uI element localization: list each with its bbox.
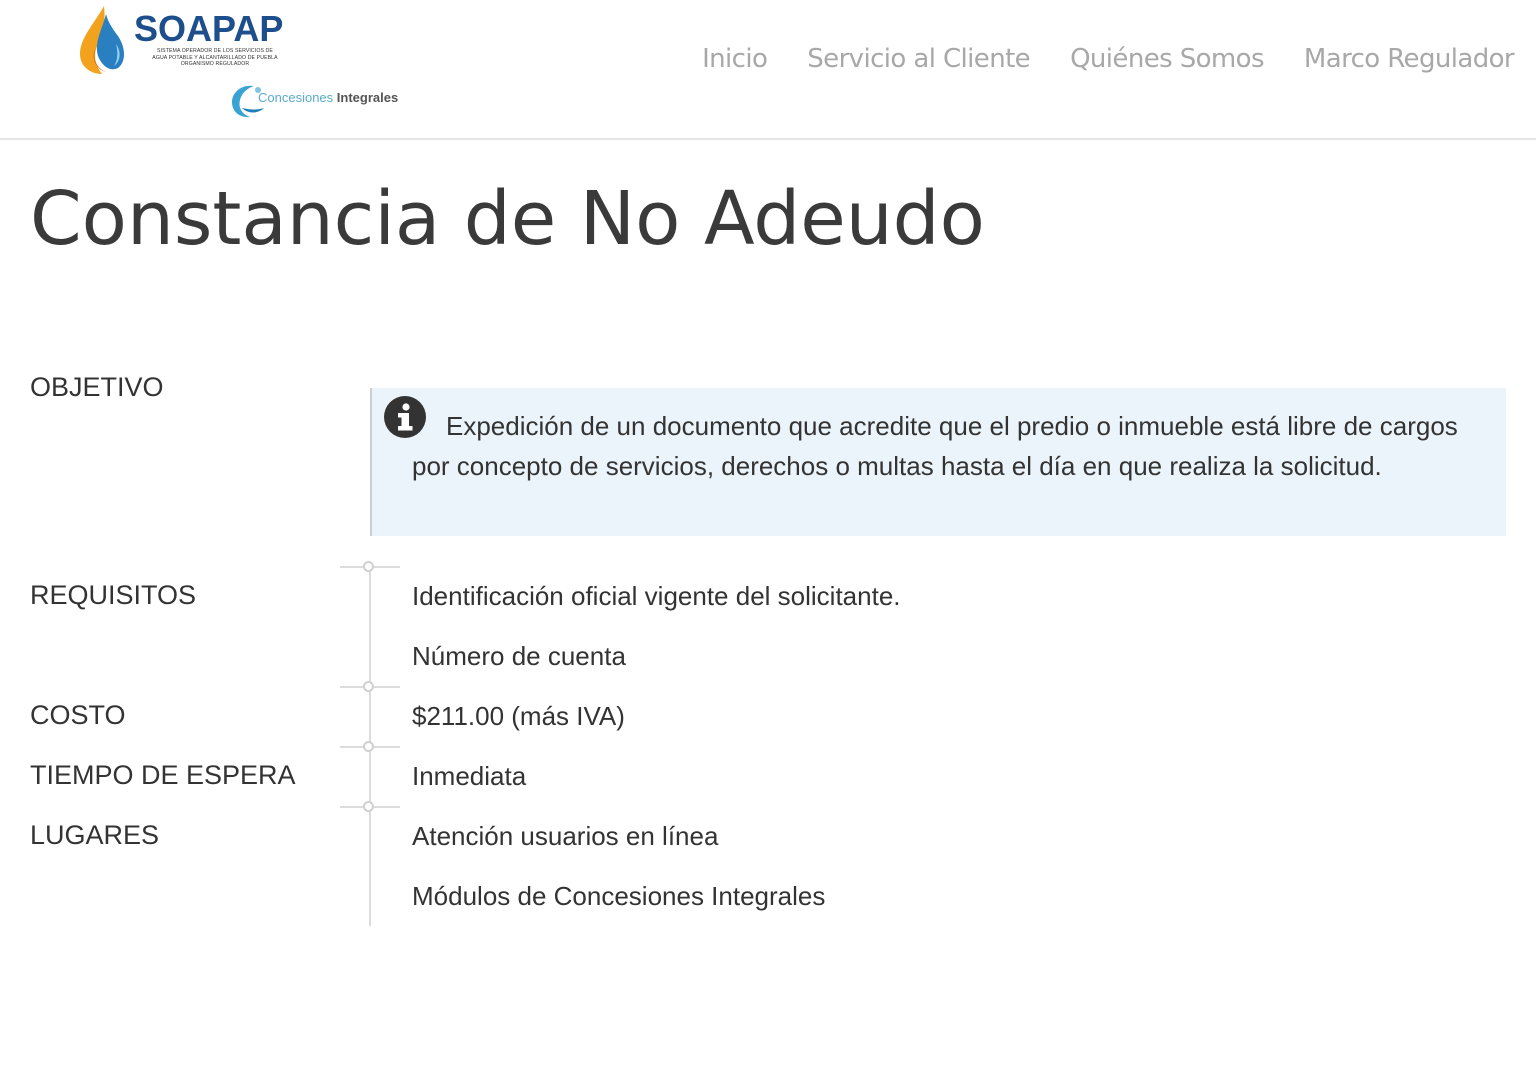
logo-subtitle <box>134 48 296 68</box>
requirement-item: Número de cuenta <box>412 641 626 671</box>
logo-subtitle-line: AGUA POTABLE Y ALCANTARILLADO DE PUEBLA <box>152 54 278 61</box>
timeline-dot <box>363 801 374 812</box>
wait-time-value: Inmediata <box>412 761 527 791</box>
objective-text: Expedición de un documento que acredite que el predio o inmueble está libre de cargos por concepto de servicios, derechos o multas hasta el día en que realiza la solicitud. <box>412 411 1458 481</box>
objective-info-box <box>370 388 1506 536</box>
timeline-dot <box>363 741 374 752</box>
partner-name-light: Concesiones <box>258 90 334 105</box>
section-label-lugares: LUGARES <box>30 820 160 850</box>
soapap-logo[interactable] <box>76 4 406 124</box>
site-header <box>0 0 1536 140</box>
section-label-requisitos: REQUISITOS <box>30 580 197 610</box>
timeline-dot <box>363 561 374 572</box>
cost-value: $211.00 (más IVA) <box>412 701 625 731</box>
nav-item-marco-regulador[interactable]: Marco Regulador <box>1303 44 1514 74</box>
concesiones-integrales-logo <box>228 80 408 120</box>
nav-item-inicio[interactable]: Inicio <box>702 44 768 74</box>
nav-item-quienes-somos[interactable]: Quiénes Somos <box>1070 44 1264 74</box>
location-item: Atención usuarios en línea <box>412 821 719 851</box>
partner-name <box>258 90 398 105</box>
main-nav <box>702 44 1514 74</box>
section-label-objetivo: OBJETIVO <box>30 372 164 402</box>
nav-item-servicio-al-cliente[interactable]: Servicio al Cliente <box>807 44 1031 74</box>
logo-subtitle-line: SISTEMA OPERADOR DE LOS SERVICIOS DE <box>157 48 273 54</box>
requirement-item: Identificación oficial vigente del solicitante. <box>412 581 901 611</box>
logo-subtitle-line: ORGANISMO REGULADOR <box>180 61 250 67</box>
location-item: Módulos de Concesiones Integrales <box>412 881 826 911</box>
timeline-dot <box>363 681 374 692</box>
logo-wordmark: SOAPAP <box>134 8 284 49</box>
page-title: Constancia de No Adeudo <box>30 176 985 262</box>
section-label-costo: COSTO <box>30 700 126 730</box>
water-drop-logo-icon <box>76 4 130 76</box>
section-label-tiempo-de-espera: TIEMPO DE ESPERA <box>30 760 296 790</box>
partner-name-bold: Integrales <box>336 90 399 105</box>
